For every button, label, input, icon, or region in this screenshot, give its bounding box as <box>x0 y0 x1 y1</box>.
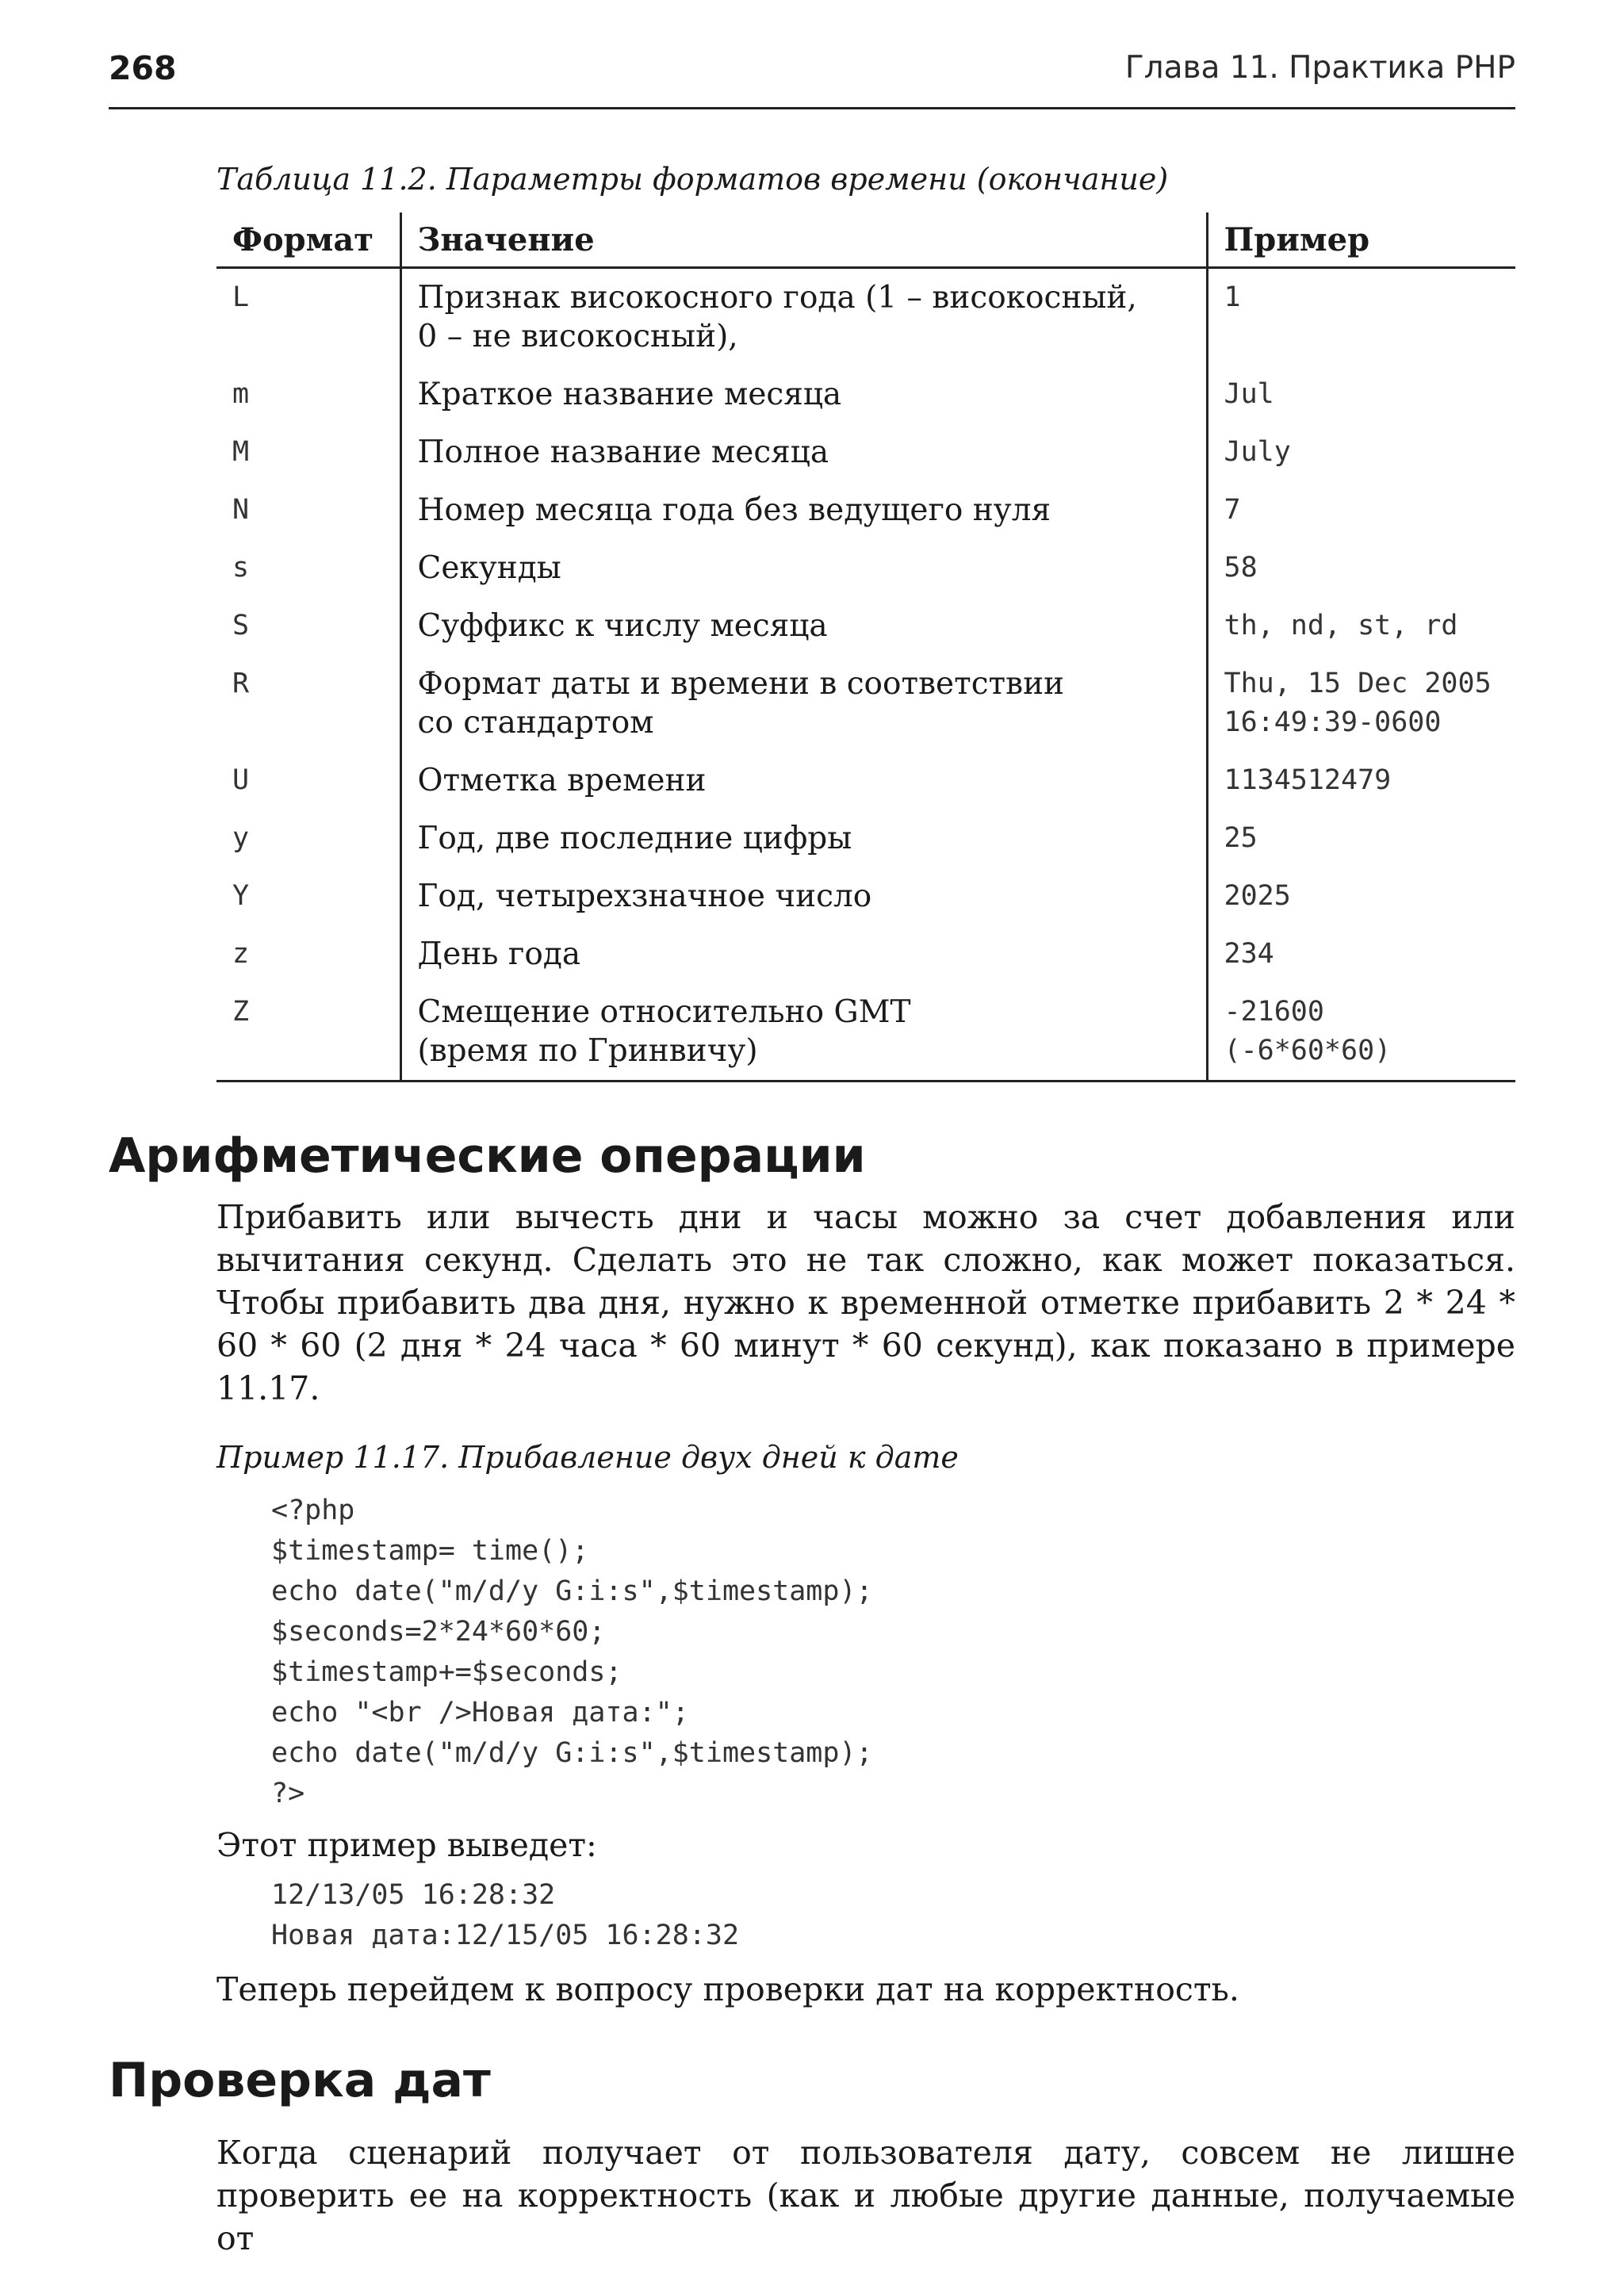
header-rule <box>109 107 1515 109</box>
code-line: ?> <box>271 1778 305 1809</box>
table-row <box>216 983 1515 1081</box>
example-cell: 2025 <box>1207 867 1515 925</box>
code-line: $seconds=2*24*60*60; <box>271 1616 606 1648</box>
meaning-cell: Краткое название месяца <box>400 366 1207 423</box>
example-cell: 58 <box>1207 539 1515 597</box>
code-line: echo date("m/d/y G:i:s",$timestamp); <box>271 1575 873 1607</box>
table-row <box>216 752 1515 810</box>
example-cell: -21600 (-6*60*60) <box>1207 983 1515 1081</box>
section-heading-date-check: Проверка дат <box>109 2053 491 2108</box>
output-line: 12/13/05 16:28:32 <box>271 1879 556 1911</box>
running-head: Глава 11. Практика PHP <box>1124 50 1515 86</box>
table-row <box>216 810 1515 867</box>
format-cell: M <box>232 436 250 468</box>
output-line: Новая дата:12/15/05 16:28:32 <box>271 1920 740 1951</box>
time-format-table <box>216 212 1515 1082</box>
closing-paragraph: Теперь перейдем к вопросу проверки дат на корректность. <box>216 1970 1239 2008</box>
example-cell: 1134512479 <box>1207 752 1515 810</box>
meaning-cell: Смещение относительно GMT (время по Гринвичу) <box>400 983 1207 1081</box>
code-line: echo date("m/d/y G:i:s",$timestamp); <box>271 1737 873 1769</box>
format-cell: s <box>232 552 250 584</box>
output-intro: Этот пример выведет: <box>216 1826 597 1864</box>
example-cell: th, nd, st, rd <box>1207 597 1515 655</box>
example-caption: Пример 11.17. Прибавление двух дней к дате <box>216 1440 959 1475</box>
code-line: <?php <box>271 1495 355 1526</box>
date-check-paragraph: Когда сценарий получает от пользователя дату, совсем не лишне проверить ее на корректность (как и любые другие данные, получаемые от <box>216 2134 1515 2257</box>
meaning-cell: День года <box>400 925 1207 983</box>
meaning-cell: Год, четырехзначное число <box>400 867 1207 925</box>
meaning-cell: Суффикс к числу месяца <box>400 597 1207 655</box>
table-body <box>216 268 1515 1081</box>
table-row <box>216 867 1515 925</box>
example-cell: 1 <box>1207 268 1515 366</box>
example-cell: 25 <box>1207 810 1515 867</box>
column-header-format: Формат <box>216 212 400 268</box>
meaning-cell: Отметка времени <box>400 752 1207 810</box>
format-cell: S <box>232 610 250 641</box>
meaning-cell: Полное название месяца <box>400 423 1207 481</box>
example-cell: Thu, 15 Dec 2005 16:49:39-0600 <box>1207 655 1515 752</box>
format-cell: Y <box>232 880 250 912</box>
meaning-cell: Номер месяца года без ведущего нуля <box>400 481 1207 539</box>
column-header-meaning: Значение <box>400 212 1207 268</box>
page-number: 268 <box>109 49 177 87</box>
table-row <box>216 423 1515 481</box>
table-row <box>216 268 1515 366</box>
meaning-cell: Признак високосного года (1 – високосный, 0 – не високосный), <box>400 268 1207 366</box>
table-row <box>216 366 1515 423</box>
meaning-cell: Секунды <box>400 539 1207 597</box>
code-line: $timestamp+=$seconds; <box>271 1656 622 1688</box>
format-cell: U <box>232 764 250 796</box>
meaning-cell: Год, две последние цифры <box>400 810 1207 867</box>
table-row <box>216 925 1515 983</box>
arithmetic-paragraph: Прибавить или вычесть дни и часы можно за счет добавления или вычитания секунд. Сделать это не так сложно, как может показаться. Чтобы прибавить два дня, нужно к временной отметке прибавить 2 * 24 * 60 * 60 (2 дня * 24 часа * 60 минут * 60 секунд), как показано в примере 11.17. <box>216 1198 1515 1407</box>
table-row <box>216 481 1515 539</box>
format-cell: N <box>232 494 250 526</box>
format-cell: m <box>232 378 250 410</box>
example-cell: 234 <box>1207 925 1515 983</box>
code-line: echo "<br />Новая дата:"; <box>271 1697 689 1728</box>
format-cell: L <box>232 281 250 313</box>
meaning-cell: Формат даты и времени в соответствии со стандартом <box>400 655 1207 752</box>
table-row <box>216 597 1515 655</box>
table-row <box>216 655 1515 752</box>
example-cell: July <box>1207 423 1515 481</box>
code-line: $timestamp= time(); <box>271 1535 589 1567</box>
output-listing <box>271 1875 739 1956</box>
format-cell: z <box>232 938 250 970</box>
code-listing <box>271 1491 873 1814</box>
format-cell: y <box>232 822 250 854</box>
table-row <box>216 539 1515 597</box>
format-cell: Z <box>216 983 400 1081</box>
example-cell: 7 <box>1207 481 1515 539</box>
section-heading-arithmetic: Арифметические операции <box>109 1128 866 1184</box>
column-header-example: Пример <box>1207 212 1515 268</box>
format-cell: R <box>232 668 250 699</box>
table-caption: Таблица 11.2. Параметры форматов времени (окончание) <box>216 162 1169 197</box>
table-header-row <box>216 212 1515 268</box>
example-cell: Jul <box>1207 366 1515 423</box>
